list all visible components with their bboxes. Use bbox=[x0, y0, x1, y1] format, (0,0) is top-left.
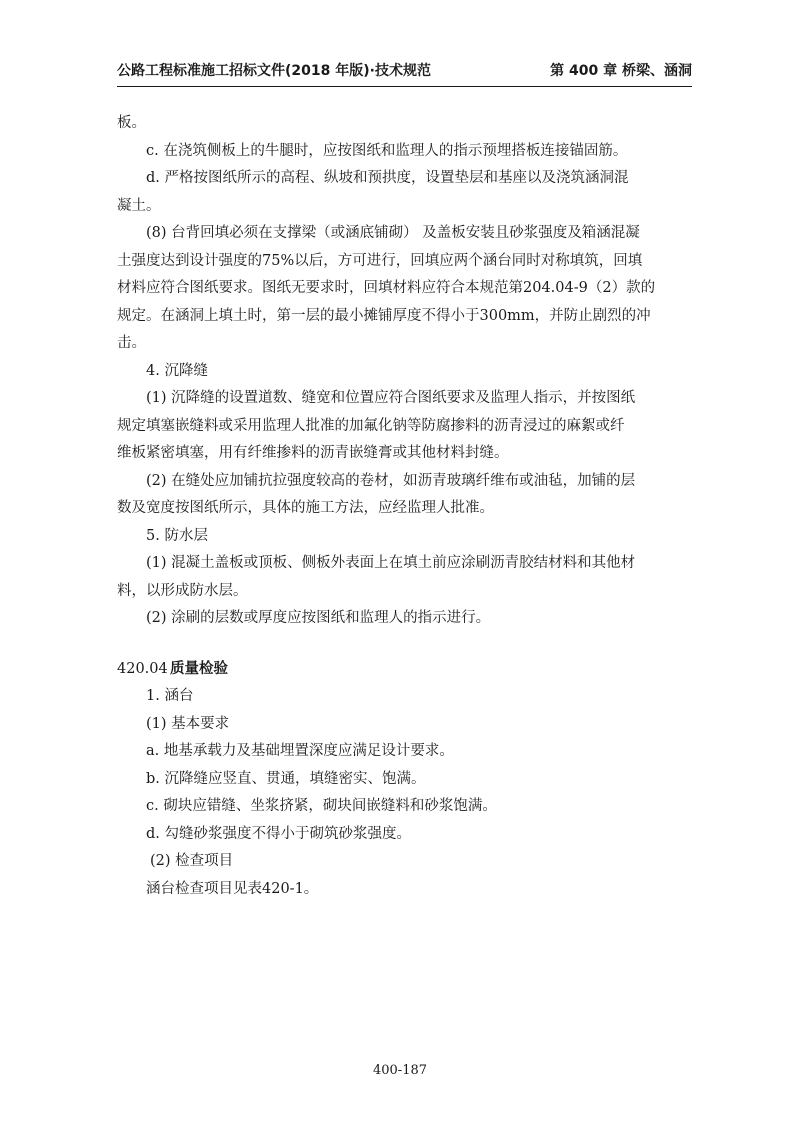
body-line: 规定。在涵洞上填土时，第一层的最小摊铺厚度不得小于300mm，并防止剧烈的冲 bbox=[117, 307, 651, 324]
subsection-heading: 5. 防水层 bbox=[146, 527, 208, 544]
body-line: b. 沉降缝应竖直、贯通，填缝密实、饱满。 bbox=[146, 770, 426, 787]
section-number: 420.04 bbox=[117, 660, 168, 677]
page-header bbox=[117, 56, 692, 87]
body-line: 维板紧密填塞，用有纤维掺料的沥青嵌缝膏或其他材料封缝。 bbox=[117, 445, 509, 461]
body-line: (2) 涂刷的层数或厚度应按图纸和监理人的指示进行。 bbox=[146, 610, 491, 626]
body-line: 材料应符合图纸要求。图纸无要求时，回填材料应符合本规范第204.04-9（2）款的 bbox=[117, 280, 656, 296]
body-line: 料，以形成防水层。 bbox=[117, 582, 248, 599]
body-line: 凝土。 bbox=[117, 197, 161, 214]
body-line: c. 在浇筑侧板上的牛腿时，应按图纸和监理人的指示预埋搭板连接锚固筋。 bbox=[146, 142, 628, 159]
body-line: d. 严格按图纸所示的高程、纵坡和预拱度，设置垫层和基座以及浇筑涵洞混 bbox=[146, 170, 629, 186]
body-line: 规定填塞嵌缝料或采用监理人批准的加氟化钠等防腐掺料的沥青浸过的麻絮或纤 bbox=[117, 417, 625, 434]
page-number: 400-187 bbox=[372, 1063, 428, 1078]
subsection-heading: 4. 沉降缝 bbox=[146, 362, 208, 379]
body-line: 土强度达到设计强度的75%以后，方可进行，回填应两个涵台同时对称填筑，回填 bbox=[117, 252, 643, 269]
body-line: d. 勾缝砂浆强度不得小于砌筑砂浆强度。 bbox=[146, 825, 411, 842]
section-heading bbox=[117, 656, 693, 684]
header-chapter-title: 第 400 章 桥梁、涵洞 bbox=[550, 63, 692, 79]
body-line: (1) 混凝土盖板或顶板、侧板外表面上在填土前应涂刷沥青胶结材料和其他材 bbox=[146, 555, 636, 571]
body-line: 板。 bbox=[117, 115, 146, 131]
body-line: a. 地基承载力及基础埋置深度应满足设计要求。 bbox=[146, 743, 454, 759]
body-line: (8) 台背回填必须在支撑梁（或涵底铺砌） 及盖板安装且砂浆强度及箱涵混凝 bbox=[146, 225, 640, 241]
body-line: (2) 检查项目 bbox=[150, 853, 234, 869]
section-title: 质量检验 bbox=[170, 660, 228, 677]
body-line: (1) 沉降缝的设置道数、缝宽和位置应符合图纸要求及监理人指示，并按图纸 bbox=[146, 390, 636, 406]
body-line: 涵台检查项目见表420-1。 bbox=[146, 880, 319, 897]
page-body bbox=[117, 110, 693, 903]
body-line: (2) 在缝处应加铺抗拉强度较高的卷材，如沥青玻璃纤维布或油毡，加铺的层 bbox=[146, 472, 636, 489]
subsection-heading: 1. 涵台 bbox=[146, 688, 194, 704]
body-line: 击。 bbox=[117, 335, 146, 351]
body-line: (1) 基本要求 bbox=[146, 715, 230, 732]
body-line: c. 砌块应错缝、坐浆挤紧，砌块间嵌缝料和砂浆饱满。 bbox=[146, 798, 497, 814]
body-line: 数及宽度按图纸所示，具体的施工方法，应经监理人批准。 bbox=[117, 500, 494, 516]
header-document-title: 公路工程标准施工招标文件(2018 年版)·技术规范 bbox=[117, 63, 431, 79]
